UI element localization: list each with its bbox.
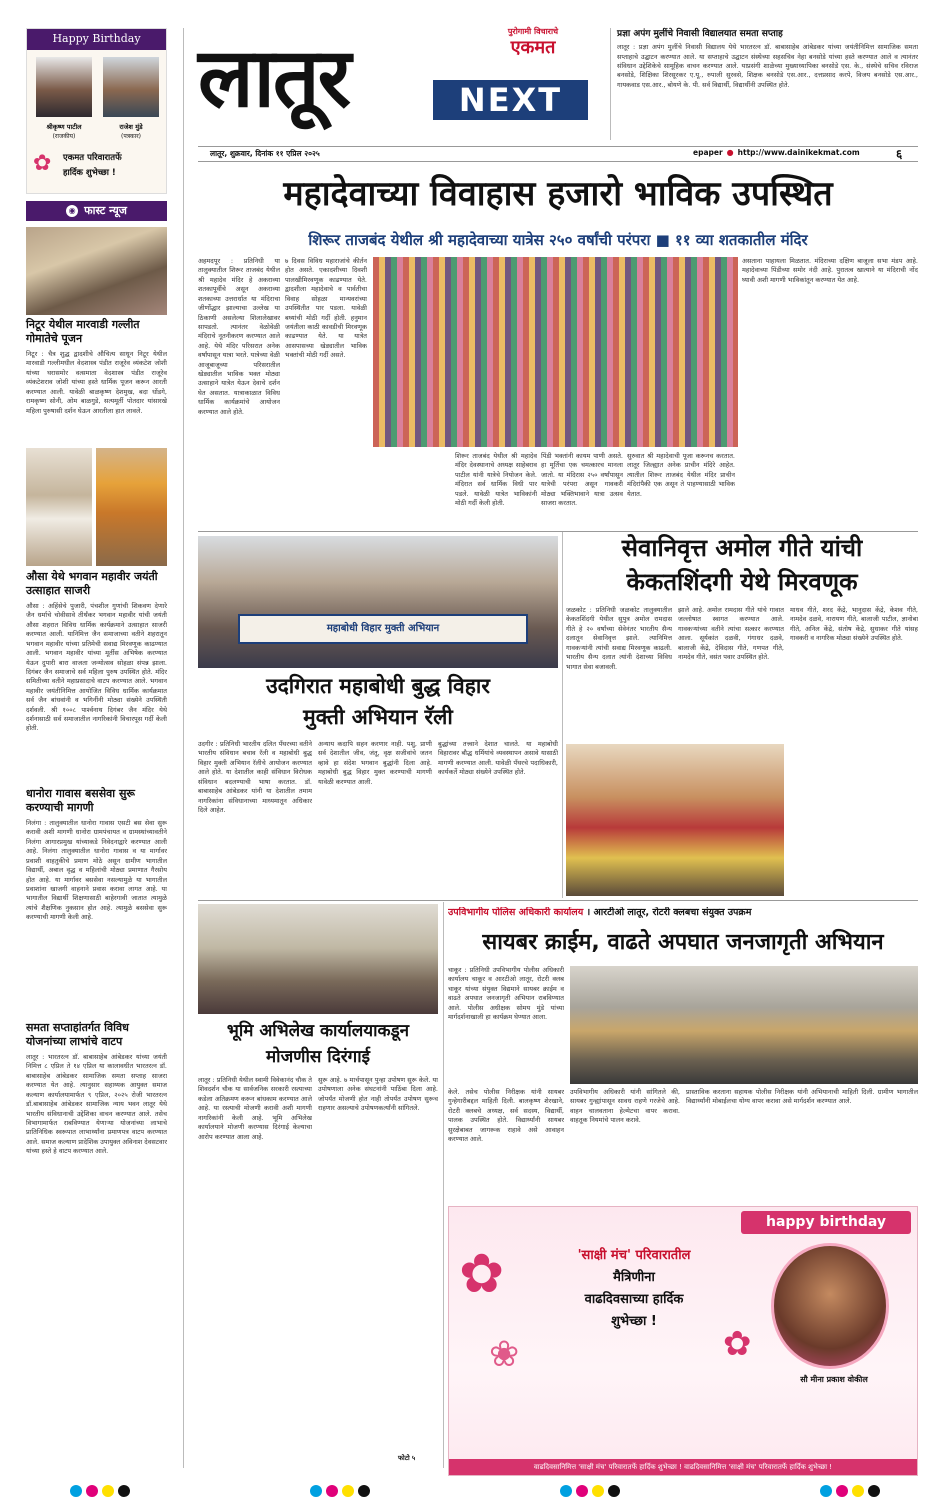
main-col1: अहमदपूर : प्रतिनिधी या तालुक्यातील शिरूर ताजबंद येथील श्री महादेव मंदिर हे अकराव्या शतकापूर्वीचे असून अकराव्या शतकाच्या उत्तरार्धात या मंदिराचा जीर्णोद्धार झाल्याचा उल्लेख या ठिकाणी असलेल्या शिलालेखावर सापडतो. त्यानंतर वेळोवेळी मंदिराचे नूतनीकरण करण्यात आले आहे. येथे मंदिर परिसरात अनेक वर्षांपासून यात्रा भरते. यात्रेच्या वेळी आजूबाजूच्या परिसरातील खेड्यातील भाविक भक्त मोठ्या उत्साहाने यात्रेत येऊन देवाचे दर्शन घेत असतात. यात्राकाळात विविध धार्मिक कार्यक्रमांचे आयोजन करण्यात आले होते. bbox=[198, 257, 280, 416]
rally-banner-text: महाबोधी विहार मुक्ती अभियान bbox=[326, 623, 440, 635]
cyber-kicker bbox=[448, 907, 918, 920]
cyber-col4: प्रास्ताविक करताना सहायक पोलीस निरीक्षक यांनी अभियानाची माहिती दिली. ग्रामीण भागातील विद्यार्थ्यांनी मोबाईलचा योग्य वापर करावा असे मार्गदर्शन करण्यात आले. bbox=[686, 1088, 918, 1106]
fast-news-item3-body: निलंगा : तालुक्यातील धानोरा गावास एसटी बस सेवा सुरू करावी अशी मागणी धानोरा ग्रामपंचायत व ग्रामस्थांच्यावतीने निलंगा आगारप्रमुख यांच्याकडे निवेदनाद्वारे करण्यात आली आहे. निलंगा तालुक्यातील धानोरा गावास व या मार्गावर प्रवाशी वाहतुकीचे प्रमाण मोठे असून ग्रामीण भागातील विद्यार्थी, अबाल वृद्ध व महिलांची मोठ्या प्रमाणात गैरसोय होत आहे. या मार्गावर बससेवा नसल्यामुळे या भागातील प्रवाशांना खाजगी वाहनाने प्रवास करावा लागत आहे. या भागातील विद्यार्थी शिक्षणासाठी बाहेरगावी जातात त्यामुळे त्यांचे शैक्षणिक नुकसान होत आहे. त्यामुळे बससेवा सुरू करण्याची मागणी केली आहे. bbox=[26, 819, 167, 922]
masthead-next: NEXT bbox=[433, 80, 588, 120]
birthday-title: Happy Birthday bbox=[27, 29, 166, 50]
cyber-kicker-rest: । आरटीओ लातूर, रोटरी क्लबचा संयुक्त उपक्रम bbox=[586, 907, 752, 918]
fast-news-photo1 bbox=[26, 227, 167, 315]
person2-name: राजेश मुंडे bbox=[119, 123, 143, 131]
buddha-rally-photo bbox=[198, 536, 558, 668]
main-col4: शिरूर ताजबंद येथील श्री महादेव मंदिर देवस्थानाचे अध्यक्ष साहेबराव पाटील यांनी यात्रेचे नियोजन केले. मंदिरात सर्व धार्मिक विधी पार पडले. यावेळी यात्रेत भाविकांनी मोठी गर्दी केली होती. bbox=[455, 452, 537, 508]
buddha-col3: बुद्धांच्या तत्त्वाने देशात चालते. या महाबोधी विहारावर बौद्ध धर्मियांचे व्यवस्थापन असावे यासाठी मागणी करण्यात आली. यावेळी पँथरचे पदाधिकारी, कार्यकर्ते मोठ्या संख्येने उपस्थित होते. bbox=[438, 740, 558, 777]
cyber-col1: चाकूर : प्रतिनिधी उपविभागीय पोलीस अधिकारी कार्यालय चाकूर व आरटीओ लातूर, रोटरी क्लब चाकूर यांच्या संयुक्त विद्यमाने सायबर क्राईम व वाढते अपघात जनजागृती अभियान राबविण्यात आले. पोलीस अधीक्षक सोमय मुंडे यांच्या मार्गदर्शनाखाली हा कार्यक्रम घेण्यात आला. bbox=[448, 966, 564, 1022]
cyber-col2: केले. तसेच पोलीस निरीक्षक यांनी सायबर गुन्हेगारीबद्दल माहिती दिली. बालकृष्ण शेरखाने, रोटरी क्लबचे अध्यक्ष, सर्व सदस्य, विद्यार्थी, पालक उपस्थित होते. विद्यार्थ्यांनी सायबर सुरक्षेबाबत जागरूक राहावे असे आवाहन करण्यात आले. bbox=[448, 1088, 564, 1144]
bhumi-col1: लातूर : प्रतिनिधी येथील स्वामी विवेकानंद चौक ते शिवदर्शन चौक या सार्वजनिक सरकारी रस्त्याच्या कडेला अतिक्रमण करून बांधकाम करण्यात आले आहे. या रस्त्याची मोजणी करावी अशी मागणी नागरिकांनी केली आहे. भूमि अभिलेख कार्यालयाने मोजणी करण्यास दिरंगाई केल्याचा आरोप करण्यात आला आहे. bbox=[198, 1076, 312, 1141]
top-right-headline: प्रज्ञा अपंग मुलींचे निवासी विद्यालयात समता सप्ताह bbox=[617, 29, 783, 39]
flower-bouquet-icon: ✿ bbox=[33, 151, 52, 176]
fast-news-item3-headline: धानोरा गावास बससेवा सुरू करण्याची मागणी bbox=[26, 787, 135, 815]
bhumi-headline-line1: भूमि अभिलेख कार्यालयाकडून bbox=[226, 1021, 410, 1041]
fast-news-item4-headline: समता सप्ताहांतर्गत विविध योजनांच्या लाभांचे वाटप bbox=[26, 1021, 129, 1049]
cyber-event-photo bbox=[570, 966, 918, 1084]
masthead-tagline: पुरोगामी विचाराचे bbox=[507, 27, 559, 36]
person1-photo bbox=[36, 57, 92, 117]
section-rule bbox=[562, 532, 563, 898]
bhumi-col2: सुरू आहे. ७ मार्चपासून पुन्हा उपोषण सुरू केले. या उपोषणाला अनेक संघटनांनी पाठिंबा दिला आहे. जोपर्यंत मोजणी होत नाही तोपर्यंत उपोषण सुरूच राहणार असल्याचे उपोषणकर्त्यांनी सांगितले. bbox=[318, 1076, 438, 1113]
person2-photo bbox=[103, 57, 159, 117]
person2-role: (पत्रकार) bbox=[120, 133, 142, 140]
globe-icon: ● bbox=[726, 148, 734, 157]
cyber-headline: सायबर क्राईम, वाढते अपघात जनजागृती अभियान bbox=[482, 930, 884, 955]
person1-name: श्रीकृष्ण पाटील bbox=[46, 123, 82, 131]
main-col7: असताना पाहायला मिळतात. मंदिराच्या दक्षिण बाजूला सभा मंडप आहे. महादेवाच्या पिंडीच्या समोर नंदी आहे. पुरातत्व खात्याने या मंदिराची नोंद घ्यावी अशी मागणी भाविकांतून करण्यात येत आहे. bbox=[742, 257, 918, 284]
bhumi-headline-line2: मोजणीस दिरंगाई bbox=[266, 1047, 370, 1067]
tulip-left2-icon: ❀ bbox=[489, 1334, 520, 1375]
main-col5: पिंडी भक्तांनी कायम पाणी असते. हा मूर्तिचा एक चमत्कारच मानला जातो. या मंदिरास २५० वर्षांपासून यात्रेची परंपरा असून गावकरी मोठ्या भक्तिभावाने यात्रा उत्सव साजरा करतात. bbox=[541, 452, 623, 508]
epaper-link[interactable] bbox=[693, 148, 860, 159]
tulip-left-icon: ✿ bbox=[459, 1242, 505, 1305]
epaper-label: epaper bbox=[693, 148, 723, 158]
sakshi-ad bbox=[448, 1206, 918, 1476]
fast-news-item1-headline: निटूर येथील मारवाडी गल्लीत गोमातेचे पूजन bbox=[26, 318, 140, 346]
top-right-brief bbox=[610, 28, 918, 140]
amol-headline-line2: केकतशिंदगी येथे मिरवणूक bbox=[626, 568, 858, 596]
person1-role: (राजकीय) bbox=[52, 133, 76, 140]
sakshi-ad-title: happy birthday bbox=[741, 1211, 911, 1234]
website-url: http://www.dainikekmat.com bbox=[737, 148, 860, 158]
birthday-box bbox=[26, 28, 167, 194]
amol-headline-line1: सेवानिवृत्त अमोल गीते यांची bbox=[621, 534, 863, 562]
registration-marks bbox=[0, 1482, 945, 1501]
fast-news-item2-body: औसा : अहिंसेचे पुजारी, पंचशील गुणांची शिकवण देणारे जैन धर्माचे चोवीसावे तीर्थंकर भगवान महावीर यांची जयंती औसा शहरात विविध धार्मिक कार्यक्रमाने उत्साहात साजरी करण्यात आली. यानिमित्त जैन समाजाच्या वतीने शहरातून भगवान महावीर यांच्या प्रतिमेची सवाद्य मिरवणूक काढण्यात आली. भगवान महावीर यांच्या मूर्तीस अभिषेक करण्यात येऊन दुपारी बारा वाजता जन्मोत्सव सोहळा संपन्न झाला. दिगंबर जैन समाजाचे सर्व महिला पुरुष उपस्थित होते. मंदिर समितीच्या वतीने महाप्रसादाचे वाटप करण्यात आले. भगवान महावीर जयंतीनिमित्त आयोजित विविध धार्मिक कार्यक्रमात सर्व जैन बांधवांनी व भगिनींनी मोठ्या संख्येने उपस्थिती दर्शवली. श्री १००८ पार्श्वनाथ दिगंबर जैन मंदिर येथे दर्शनासाठी सर्व समाजातील नागरिकांनी विचारपूस गर्दी केली होती. bbox=[26, 602, 167, 733]
fast-news-photo3 bbox=[96, 448, 167, 566]
sakshi-person-name: सौ मीना प्रकाश वोकील bbox=[800, 1375, 868, 1384]
wish-line2: हार्दिक शुभेच्छा ! bbox=[63, 168, 116, 178]
page-number: ६ bbox=[896, 147, 903, 161]
cyber-col3: उपविभागीय अधिकारी यांनी सांगितले की, सायबर गुन्ह्यांपासून सावध राहणे गरजेचे आहे. वाहन चालवताना हेल्मेटचा वापर करावा. वाहतूक नियमांचे पालन करावे. bbox=[570, 1088, 680, 1125]
amol-col2: झाले आहे. अमोल रामदास गीते यांचे गावात जल्लोषात स्वागत करण्यात आले. गावकऱ्यांच्या वतीने त्यांचा सत्कार करण्यात आला. सूर्यकांत दळवी, गंगाधर दळवे, बालाजी केंद्रे, देविदास गीते, गणपत गीते, नामदेव गीते, वसंत पवार उपस्थित होते. bbox=[678, 606, 784, 662]
masthead-brand: एकमत bbox=[510, 37, 556, 58]
rally-banner bbox=[238, 614, 528, 644]
wish-line1: एकमत परिवारातर्फे bbox=[63, 153, 122, 163]
masthead-title: लातूर bbox=[198, 31, 350, 126]
fast-news-item4-body: लातूर : भारतरत्न डॉ. बाबासाहेब आंबेडकर यांच्या जयंती निमित्त ८ एप्रिल ते १४ एप्रिल या कालावधीत भारतरत्न डॉ. बाबासाहेब आंबेडकर सामाजिक समता सप्ताह साजरा करण्यात येत आहे. त्यानुसार सहाय्यक आयुक्त समाज कल्याण कार्यालयामार्फत ९ एप्रिल, २०२५ रोजी भारतरत्न डॉ.बाबासाहेब आंबेडकर सामाजिक न्याय भवन लातूर येथे भारतीय संविधानाची उद्देशिका वाचन करण्यात आले. तसेच विभागामार्फत राबविण्यात येणाऱ्या योजनांच्या लाभाचे प्रातिनिधिक स्वरूपात लाभार्थ्यांना प्रमाणपत्र वाटप करण्यात आले. समाज कल्याण प्रादेशिक उपायुक्त अविनाश देवसटवार यांच्या हस्ते हे वाटप करण्यात आले. bbox=[26, 1053, 167, 1156]
main-subhead: शिरूर ताजबंद येथील श्री महादेवाच्या यात्रेस २५० वर्षांची परंपरा ■ ११ व्या शतकातील मंदिर bbox=[308, 231, 808, 249]
fast-news-item2-headline: औसा येथे भगवान महावीर जयंती उत्साहात साजरी bbox=[26, 570, 158, 598]
section-rule bbox=[198, 900, 918, 901]
buddha-headline-line2: मुक्ती अभियान रॅली bbox=[303, 705, 453, 729]
sakshi-person-photo bbox=[771, 1243, 889, 1369]
amol-felicitation-photo bbox=[566, 744, 784, 896]
section-rule bbox=[198, 531, 918, 532]
bhumi-photo-credit: फोटो ५ bbox=[398, 1454, 416, 1462]
main-headline: महादेवाच्या विवाहास हजारो भाविक उपस्थित bbox=[283, 174, 833, 214]
main-col2: ७ दिवस विविध महाराजांचे कीर्तन होत असते. एकादशीच्या दिवशी पालखीमिरवणूक काढण्यात येते. द्वादशीला महादेवाचे व पार्वतीचा विवाह सोहळा मान्यवरांच्या उपस्थितीत पार पडला. यावेळी बघ्यांची मोठी गर्दी होती. हनुमान जयंतीला काठी कावडीची मिरवणूक काढण्यात येते. या यात्रेत आसपासच्या खेड्यातील भाविक भक्तांची मोठी गर्दी असते. bbox=[285, 257, 367, 360]
sakshi-line3: वाढदिवसाच्या हार्दिक bbox=[584, 1292, 684, 1307]
sakshi-line2: मैत्रिणीना bbox=[613, 1270, 655, 1285]
bhumi-photo bbox=[198, 904, 438, 1014]
main-photo-crowd bbox=[373, 257, 738, 447]
sakshi-line1: 'साक्षी मंच' परिवारातील bbox=[577, 1248, 691, 1263]
main-col6: सुरुवात श्री महादेवाची पूजा करूनच करतात. लातूर जिल्ह्यात अनेक प्राचीन मंदिरे आहेत. त्यातील शिरूर ताजबंद येथील मंदिर प्राचीन मंदिरांपैकी एक असून ते पाहण्यासाठी भाविक येतात. bbox=[627, 452, 735, 498]
sakshi-line4: शुभेच्छा ! bbox=[611, 1314, 657, 1329]
section-rule bbox=[443, 902, 444, 1468]
tulip-mid-icon: ✿ bbox=[723, 1324, 752, 1364]
fast-news-title: फास्ट न्यूज bbox=[84, 203, 127, 217]
top-right-body: लातूर : प्रज्ञा अपंग मुलींचे निवासी विद्यालय येथे भारतरत्न डॉ. बाबासाहेब आंबेडकर यांच्या जयंतीनिमित्त सामाजिक समता सप्ताहाचे उद्घाटन करण्यात आले. या सप्ताहाचे उद्घाटन संस्थेच्या सहसचिव नेहा बनसोडे यांच्या हस्ते करण्यात आले व त्यानंतर संविधान उद्देशिकेचे सामूहिक वाचन करण्यात आले. याप्रसंगी शाळेच्या मुख्याध्यापिका बनसोडे एस. के., संस्थेचे सचिव रविराज बनसोडे, शिक्षिका शिरसूरकर ए.यू., रुपाली सुरवसे, शिक्षक बनसोडे एस.आर., दत्तप्रसाद करपे, विजय बनसोडे एस.आर., गायकवाड एस.आर., बोयणे के. पी. सर्व विद्यार्थी, विद्यार्थीनी उपस्थित होते. bbox=[617, 43, 918, 89]
fast-news-item1-body: निटूर : चैत्र शुद्ध द्वादशीचे औचित्य साधून निटूर येथील मारवाडी गल्लीमधील वेदशास्त्र पंडीत राजूरेव व्यंकटेश जोशी यांच्या घरासमोर वत्समाता वेदशास्त्र पंडीत राजूरेव व्यंकटेशराव जोशी यांच्या हस्ते धार्मिक पूजन करून आरती करण्यात आली. यावेळी बाळकृष्ण देशमुख, बदा धोंडगे, रामकृष्ण सोनी, ओम बाळगुडे, सत्यमूर्ती पोतदार यांसारखे महिला पुरुषासी दर्शन घेऊन आरतीला हात लावले. bbox=[26, 350, 167, 415]
amol-col3: माधव गीते, शरद केंद्रे, भानुदास केंद्रे, केशव गीते, नामदेव दळवे, नारायण गीते, बालाजी पाटील, ज्ञानोबा गीते, अनिल केंद्रे, संतोष केंद्रे, सुधाकर गीते यांसह गावकरी व नागरिक मोठ्या संख्येने उपस्थित होते. bbox=[790, 606, 918, 643]
cyber-kicker-red: उपविभागीय पोलिस अधिकारी कार्यालय bbox=[448, 907, 584, 918]
buddha-col1: उदगीर : प्रतिनिधी भारतीय दलित पँथरच्या वतीने भारतीय संविधान बचाव रॅली व महाबोधी बुद्ध विहार मुक्ती अभियान रॅलीचे आयोजन करण्यात आले होते. या देशातील काही संविधान विरोधक संविधान बदलण्याची भाषा करतात. डॉ. बाबासाहेब आंबेडकर यांनी या देशातील तमाम नागरिकांना संविधानाच्या माध्यमातून अधिकार दिले आहेत. bbox=[198, 740, 312, 814]
buddha-col2: अन्याय कदापि सहन करणार नाही. पशु, प्राणी सर्व देशातील जीव, जंतू, वृक्ष सजीवांचे जतन व्हावे हा संदेश भगवान बुद्धांनी दिला आहे. महाबोधी बुद्ध विहार मुक्त करण्याची मागणी यावेळी करण्यात आली. bbox=[318, 740, 432, 786]
news-badge-icon: ◉ bbox=[66, 205, 78, 217]
sakshi-footer: वाढदिवसानिमित्त 'साक्षी मंच' परिवारातर्फे हार्दिक शुभेच्छा ! वाढदिवसानिमित्त 'साक्षी मंच' परिवारातर्फे हार्दिक शुभेच्छा ! bbox=[449, 1459, 917, 1475]
fast-news-header bbox=[26, 201, 167, 221]
fast-news-photo2 bbox=[26, 448, 92, 566]
column-rule bbox=[183, 28, 184, 1468]
amol-col1: जळकोट : प्रतिनिधी जळकोट तालुक्यातील केकतशिंदगी येथील सुपुत्र अमोल रामदास गीते हे २० वर्षांच्या सेवेनंतर भारतीय सैन्य दलातून सेवानिवृत्त झाले. त्यानिमित्त गावकऱ्यांनी त्यांची सवाद्य मिरवणूक काढली. भारतीय सैन्य दलात त्यांनी देशाच्या विविध भागात सेवा बजावली. bbox=[566, 606, 672, 671]
dateline: लातूर, शुक्रवार, दिनांक ११ एप्रिल २०२५ bbox=[210, 148, 320, 158]
buddha-headline-line1: उदगिरात महाबोधी बुद्ध विहार bbox=[266, 674, 490, 698]
